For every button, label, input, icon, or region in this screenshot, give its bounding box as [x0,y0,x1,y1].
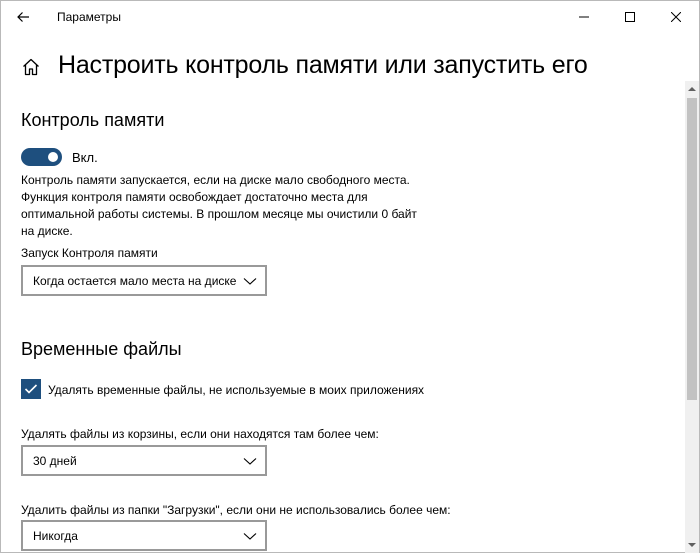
dropdown-value: 30 дней [33,454,77,468]
chevron-down-icon [243,275,257,287]
downloads-label: Удалить файлы из папки "Загрузки", если они не использовались более чем: [21,503,451,517]
delete-temp-files-label[interactable]: Удалять временные файлы, не используемые в моих приложениях [48,383,425,397]
back-button[interactable] [5,1,41,33]
maximize-icon [625,12,635,22]
storage-sense-description: Контроль памяти запускается, если на диске мало свободного места. Функция контроля памяти освобождает достаточно места для оптимальной работы системы. В прошлом месяце мы очистили 0 байт на диске. [21,173,417,238]
window-title: Параметры [57,10,121,24]
chevron-down-icon [243,530,257,542]
chevron-down-icon [688,542,696,548]
page-title: Настроить контроль памяти или запустить его [58,51,588,79]
toggle-state-label: Вкл. [72,150,98,165]
dropdown-value: Никогда [33,529,78,543]
arrow-left-icon [16,11,30,23]
title-bar [1,1,699,33]
close-icon [671,12,681,22]
scroll-thumb[interactable] [687,98,697,400]
checkmark-icon [24,383,38,395]
maximize-button[interactable] [607,1,653,33]
delete-temp-files-checkbox[interactable] [21,379,41,399]
minimize-button[interactable] [561,1,607,33]
scroll-up-button[interactable] [685,83,699,95]
minimize-icon [579,12,589,22]
downloads-dropdown[interactable] [21,520,267,551]
vertical-scrollbar[interactable] [685,81,699,553]
toggle-knob [48,152,58,162]
chevron-down-icon [243,455,257,467]
scroll-down-button[interactable] [685,539,699,551]
storage-sense-heading: Контроль памяти [21,110,165,130]
close-button[interactable] [653,1,699,33]
chevron-up-icon [688,86,696,92]
run-storage-sense-dropdown[interactable] [21,265,267,296]
home-icon [21,57,41,77]
temp-files-heading: Временные файлы [21,339,182,359]
dropdown-value: Когда остается мало места на диске [33,274,237,288]
storage-sense-toggle[interactable] [21,148,62,166]
home-button[interactable] [21,57,41,77]
recycle-bin-label: Удалять файлы из корзины, если они находятся там более чем: [21,427,379,441]
recycle-bin-dropdown[interactable] [21,445,267,476]
run-storage-sense-label: Запуск Контроля памяти [21,246,158,260]
